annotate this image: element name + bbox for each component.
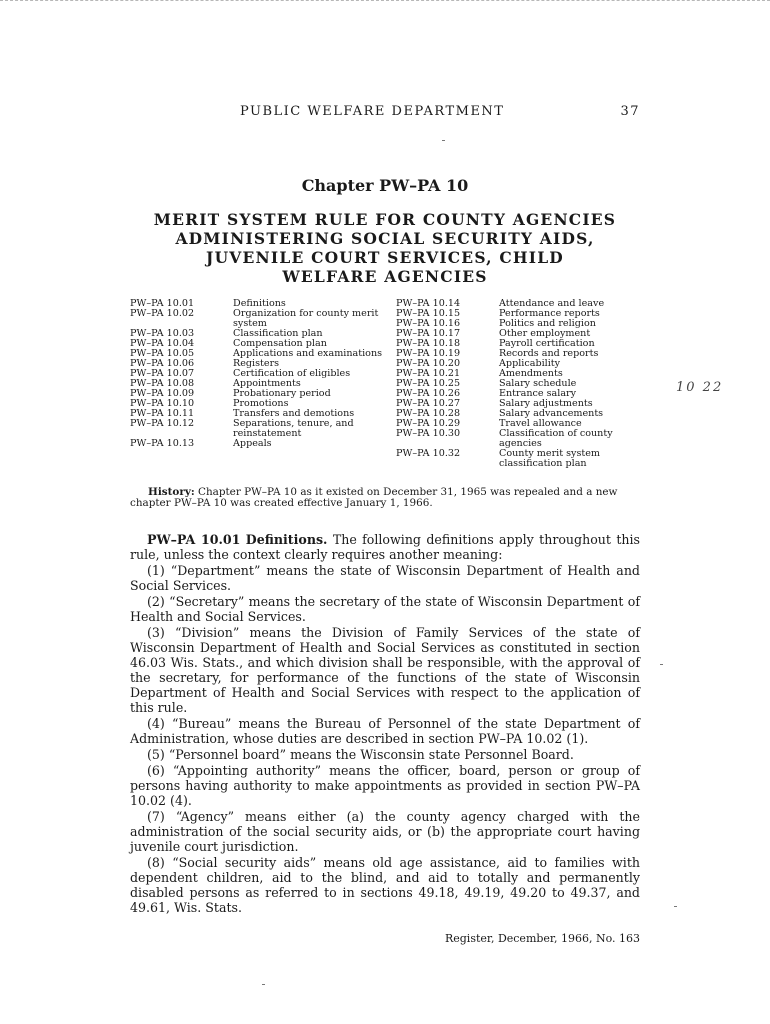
history-text: Chapter PW–PA 10 as it existed on December 31, 1965 was repealed and a new chapter PW–PA 10 was created effective January 1, 1966. [130, 486, 618, 509]
toc-title: Entrance salary [499, 388, 577, 399]
toc-number: PW–PA 10.06 [130, 358, 195, 369]
toc-title: Separations, tenure, and reinstatement [233, 418, 354, 439]
toc-number: PW–PA 10.09 [130, 388, 195, 399]
toc-title: Travel allowance [499, 418, 582, 429]
toc-title: Politics and religion [499, 318, 596, 329]
toc-title: Classification plan [233, 328, 323, 339]
toc-number: PW–PA 10.18 [396, 338, 461, 349]
toc-title: Salary adjustments [499, 398, 593, 409]
toc-title: Appointments [233, 378, 301, 389]
toc-entry [396, 449, 640, 469]
toc-title: County merit system classification plan [499, 448, 601, 469]
history-note [130, 487, 640, 509]
rule-title-line: JUVENILE COURT SERVICES, CHILD [206, 248, 564, 267]
toc-title: Organization for county merit system [233, 308, 379, 329]
definition-item: (8) “Social security aids” means old age assistance, aid to families with dependent children, aid to the blind, and aid to totally and permanently disabled persons as referred to in sections 49.18, 49.19, 49.20 to 49.37, and 49.61, Wis. Stats. [130, 855, 640, 915]
toc-title: Appeals [233, 438, 272, 449]
scan-speck [674, 906, 677, 907]
toc-title: Other employment [499, 328, 591, 339]
handwritten-margin-note: 10 22 [676, 380, 724, 395]
toc-number: PW–PA 10.12 [130, 418, 195, 429]
toc-entry [130, 439, 385, 449]
toc-entry [396, 429, 640, 449]
toc-title: Compensation plan [233, 338, 327, 349]
definition-item: (3) “Division” means the Division of Family Services of the state of Wisconsin Department of Health and Social Services as constituted in section 46.03 Wis. Stats., and which division shall be responsible, with the approval of the secretary, for performance of the functions of the state of Wisconsin Department of Health and Social Services with respect to the application of this rule. [130, 625, 640, 715]
history-label: History: [148, 486, 195, 498]
definition-item: (2) “Secretary” means the secretary of the state of Wisconsin Department of Health and Social Services. [130, 594, 640, 624]
toc-entry [130, 419, 385, 439]
scan-speck [660, 664, 663, 665]
toc-title: Certification of eligibles [233, 368, 351, 379]
toc-number: PW–PA 10.11 [130, 408, 195, 419]
scan-speck [262, 984, 265, 985]
toc-title: Registers [233, 358, 280, 369]
toc-number: PW–PA 10.10 [130, 398, 195, 409]
toc-number: PW–PA 10.07 [130, 368, 195, 379]
toc-number: PW–PA 10.14 [396, 298, 461, 309]
toc-number: PW–PA 10.32 [396, 448, 461, 459]
rule-title-line: WELFARE AGENCIES [282, 267, 488, 286]
toc-column-right [396, 299, 640, 469]
definition-item: (4) “Bureau” means the Bureau of Personnel of the state Department of Administration, whose duties are described in section PW–PA 10.02 (1). [130, 716, 640, 746]
rule-title-line: ADMINISTERING SOCIAL SECURITY AIDS, [175, 229, 595, 248]
toc-title: Records and reports [499, 348, 599, 359]
toc-number: PW–PA 10.25 [396, 378, 461, 389]
scan-speck [442, 140, 445, 141]
toc-number: PW–PA 10.05 [130, 348, 195, 359]
scan-edge-marks [0, 0, 770, 9]
toc-number: PW–PA 10.15 [396, 308, 461, 319]
toc-number: PW–PA 10.08 [130, 378, 195, 389]
toc-number: PW–PA 10.19 [396, 348, 461, 359]
toc-title: Amendments [499, 368, 563, 379]
toc-number: PW–PA 10.21 [396, 368, 461, 379]
definition-item: (6) “Appointing authority” means the officer, board, person or group of persons having authority to make appointments as provided in section PW–PA 10.02 (4). [130, 763, 640, 808]
toc-title: Salary schedule [499, 378, 577, 389]
register-footer: Register, December, 1966, No. 163 [444, 932, 640, 945]
toc-entry [130, 309, 385, 329]
toc-title: Applicability [499, 358, 561, 369]
section-intro-text: The following definitions apply throughout this rule, unless the context clearly requires another meaning: [130, 532, 640, 562]
toc-title: Probationary period [233, 388, 331, 399]
toc-title: Applications and examinations [233, 348, 383, 359]
section-body [130, 532, 640, 916]
toc-number: PW–PA 10.27 [396, 398, 461, 409]
toc-number: PW–PA 10.30 [396, 428, 461, 439]
toc-title: Payroll certification [499, 338, 595, 349]
running-head [240, 104, 640, 119]
toc-number: PW–PA 10.13 [130, 438, 195, 449]
toc-title: Classification of county agencies [499, 428, 613, 449]
toc-title: Transfers and demotions [233, 408, 355, 419]
toc-column-left [130, 299, 385, 469]
table-of-contents [130, 299, 640, 469]
toc-number: PW–PA 10.01 [130, 298, 195, 309]
toc-number: PW–PA 10.17 [396, 328, 461, 339]
toc-title: Definitions [233, 298, 286, 309]
toc-number: PW–PA 10.29 [396, 418, 461, 429]
toc-title: Salary advancements [499, 408, 604, 419]
definition-item: (7) “Agency” means either (a) the county agency charged with the administration of the social security aids, or (b) the appropriate court having juvenile court jurisdiction. [130, 809, 640, 854]
rule-title [130, 210, 640, 286]
section-number: PW–PA 10.01 [147, 532, 241, 547]
section-title: Definitions. [245, 532, 328, 547]
section-intro [130, 532, 640, 562]
toc-number: PW–PA 10.16 [396, 318, 461, 329]
running-head-title: PUBLIC WELFARE DEPARTMENT [240, 104, 505, 119]
toc-number: PW–PA 10.02 [130, 308, 195, 319]
definition-item: (1) “Department” means the state of Wisconsin Department of Health and Social Services. [130, 563, 640, 593]
toc-number: PW–PA 10.28 [396, 408, 461, 419]
toc-title: Performance reports [499, 308, 600, 319]
toc-number: PW–PA 10.03 [130, 328, 195, 339]
toc-title: Promotions [233, 398, 289, 409]
toc-number: PW–PA 10.20 [396, 358, 461, 369]
toc-title: Attendance and leave [499, 298, 605, 309]
definition-item: (5) “Personnel board” means the Wisconsin state Personnel Board. [147, 747, 574, 762]
rule-title-line: MERIT SYSTEM RULE FOR COUNTY AGENCIES [153, 210, 617, 229]
page-number: 37 [620, 104, 640, 119]
chapter-heading: Chapter PW–PA 10 [301, 176, 469, 195]
toc-number: PW–PA 10.04 [130, 338, 195, 349]
toc-number: PW–PA 10.26 [396, 388, 461, 399]
